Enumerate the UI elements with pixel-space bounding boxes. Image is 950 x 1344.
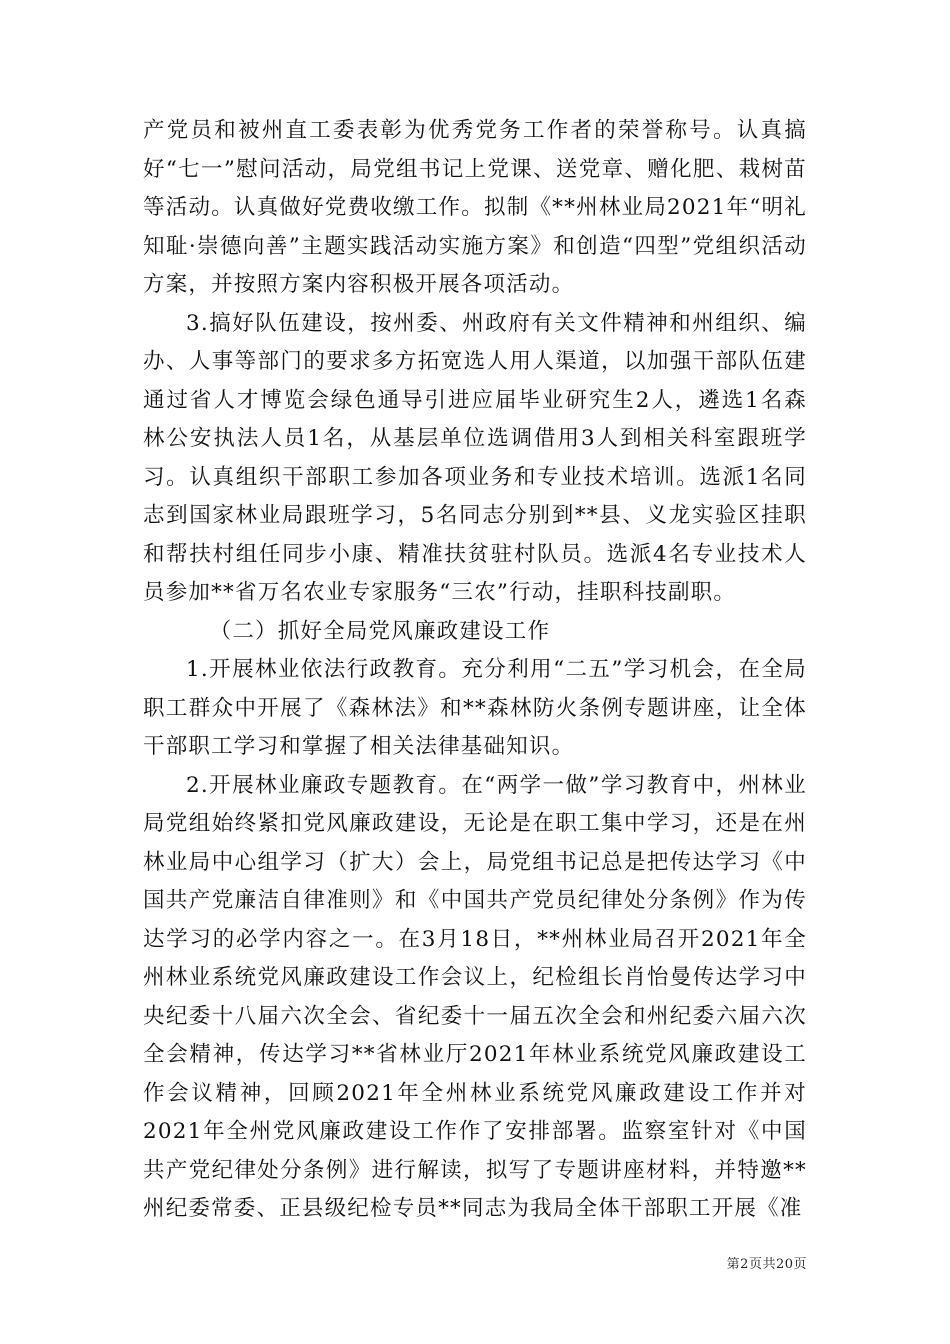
page-number-footer: 第2页共20页 [726, 1257, 807, 1272]
section-heading: （二）抓好全局党风廉政建设工作 [209, 618, 551, 644]
paragraph-integrity-education: 2.开展林业廉政专题教育。在“两学一做”学习教育中，州林业局党组始终紧扣党风廉政建设，无论是在职工集中学习，还是在州林业局中心组学习（扩大）会上，局党组书记总是把传达学习《中国共产党廉洁自律准则》和《中国共产党员纪律处分条例》作为传达学习的必学内容之一。在3月18日，**州林业局召开2021年全州林业系统党风廉政建设工作会议上，纪检组长肖怡曼传达学习中央纪委十八届六次全会、省纪委十一届五次全会和州纪委六届六次全会精神，传达学习**省林业厅2021年林业系统党风廉政建设工作会议精神，回顾2021年全州林业系统党风廉政建设工作并对2021年全州党风廉政建设工作作了安排部署。监察室针对《中国共产党纪律处分条例》进行解读，拟写了专题讲座材料，并特邀**州纪委常委、正县级纪检专员**同志为我局全体干部职工开展《准 [143, 772, 807, 1221]
paragraph-continuation: 产党员和被州直工委表彰为优秀党务工作者的荣誉称号。认真搞好“七一”慰问活动，局党组书记上党课、送党章、赠化肥、栽树苗等活动。认真做好党费收缴工作。拟制《**州林业局2021年“明礼知耻·崇德向善”主题实践活动实施方案》和创造“四型”党组织活动方案，并按照方案内容积极开展各项活动。 [143, 118, 807, 297]
document-body [143, 112, 807, 1229]
paragraph-team-building: 3.搞好队伍建设，按州委、州政府有关文件精神和州组织、编办、人事等部门的要求多方拓宽选人用人渠道，以加强干部队伍建通过省人才博览会绿色通导引进应届毕业研究生2人，遴选1名森林公安执法人员1名，从基层单位选调借用3人到相关科室跟班学习。认真组织干部职工参加各项业务和专业技术培训。选派1名同志到国家林业局跟班学习，5名同志分别到**县、义龙实验区挂职和帮扶村组任同步小康、精准扶贫驻村队员。选派4名专业技术人员参加**省万名农业专家服务“三农”行动，挂职科技副职。 [143, 310, 807, 605]
paragraph-legal-education: 1.开展林业依法行政教育。充分利用“二五”学习机会，在全局职工群众中开展了《森林法》和**森林防火条例专题讲座，让全体干部职工学习和掌握了相关法律基础知识。 [143, 657, 807, 759]
